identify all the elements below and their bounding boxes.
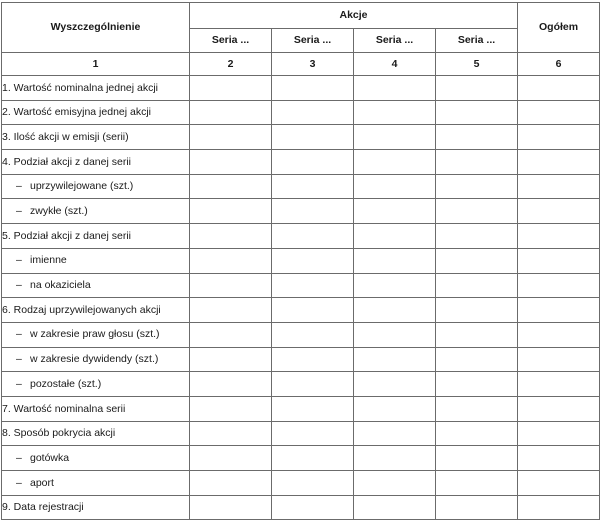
table-row bbox=[2, 495, 600, 520]
series-value-cell[interactable] bbox=[354, 100, 436, 125]
sub-item-marker: – bbox=[16, 254, 22, 267]
row-label-text: 6. Rodzaj uprzywilejowanych akcji bbox=[2, 303, 161, 316]
total-value-cell[interactable] bbox=[518, 199, 600, 224]
row-label-text: w zakresie dywidendy (szt.) bbox=[30, 353, 159, 366]
share-issue-table bbox=[1, 2, 600, 520]
series-value-cell[interactable] bbox=[272, 471, 354, 496]
row-label bbox=[2, 421, 190, 446]
row-label-text: 5. Podział akcji z danej serii bbox=[2, 229, 131, 242]
row-label bbox=[2, 372, 190, 397]
row-label-text: 1. Wartość nominalna jednej akcji bbox=[2, 81, 159, 94]
sub-item-marker: – bbox=[16, 451, 22, 464]
sub-item-marker: – bbox=[16, 328, 22, 341]
total-value-cell[interactable] bbox=[518, 248, 600, 273]
row-label bbox=[2, 471, 190, 496]
table-row bbox=[2, 125, 600, 150]
row-label-text: uprzywilejowane (szt.) bbox=[30, 180, 134, 193]
header-row-top bbox=[2, 3, 600, 29]
series-value-cell[interactable] bbox=[272, 199, 354, 224]
total-value-cell[interactable] bbox=[518, 174, 600, 199]
total-value-cell[interactable] bbox=[518, 446, 600, 471]
series-value-cell[interactable] bbox=[190, 100, 272, 125]
row-label-text: 8. Sposób pokrycia akcji bbox=[2, 427, 116, 440]
row-label bbox=[2, 76, 190, 101]
series-value-cell[interactable] bbox=[436, 273, 518, 298]
series-value-cell[interactable] bbox=[354, 396, 436, 421]
series-value-cell[interactable] bbox=[190, 446, 272, 471]
sub-item-marker: – bbox=[16, 279, 22, 292]
row-label bbox=[2, 248, 190, 273]
series-value-cell[interactable] bbox=[354, 199, 436, 224]
table-row bbox=[2, 298, 600, 323]
series-value-cell[interactable] bbox=[272, 446, 354, 471]
series-value-cell[interactable] bbox=[436, 174, 518, 199]
series-value-cell[interactable] bbox=[354, 322, 436, 347]
column-number: 4 bbox=[354, 53, 436, 76]
header-total: Ogółem bbox=[518, 3, 600, 53]
series-value-cell[interactable] bbox=[436, 76, 518, 101]
series-value-cell[interactable] bbox=[190, 322, 272, 347]
table-row bbox=[2, 100, 600, 125]
series-value-cell[interactable] bbox=[190, 150, 272, 175]
row-label-text: 7. Wartość nominalna serii bbox=[2, 402, 126, 415]
table-row bbox=[2, 421, 600, 446]
total-value-cell[interactable] bbox=[518, 150, 600, 175]
row-label bbox=[2, 273, 190, 298]
table-row bbox=[2, 372, 600, 397]
series-value-cell[interactable] bbox=[354, 298, 436, 323]
row-label bbox=[2, 495, 190, 520]
total-value-cell[interactable] bbox=[518, 100, 600, 125]
series-value-cell[interactable] bbox=[436, 150, 518, 175]
series-value-cell[interactable] bbox=[190, 273, 272, 298]
sub-item-marker: – bbox=[16, 476, 22, 489]
series-value-cell[interactable] bbox=[354, 150, 436, 175]
header-series-3: Seria ... bbox=[354, 29, 436, 53]
series-value-cell[interactable] bbox=[190, 471, 272, 496]
total-value-cell[interactable] bbox=[518, 224, 600, 249]
series-value-cell[interactable] bbox=[190, 298, 272, 323]
table-row bbox=[2, 150, 600, 175]
series-value-cell[interactable] bbox=[272, 298, 354, 323]
series-value-cell[interactable] bbox=[436, 396, 518, 421]
series-value-cell[interactable] bbox=[436, 446, 518, 471]
row-label-text: na okaziciela bbox=[30, 279, 91, 292]
series-value-cell[interactable] bbox=[190, 125, 272, 150]
series-value-cell[interactable] bbox=[354, 372, 436, 397]
series-value-cell[interactable] bbox=[272, 174, 354, 199]
total-value-cell[interactable] bbox=[518, 372, 600, 397]
table-row bbox=[2, 322, 600, 347]
row-label bbox=[2, 396, 190, 421]
series-value-cell[interactable] bbox=[436, 322, 518, 347]
series-value-cell[interactable] bbox=[436, 495, 518, 520]
sub-item-marker: – bbox=[16, 377, 22, 390]
series-value-cell[interactable] bbox=[436, 471, 518, 496]
table-row bbox=[2, 446, 600, 471]
table-row bbox=[2, 396, 600, 421]
row-label bbox=[2, 446, 190, 471]
series-value-cell[interactable] bbox=[436, 199, 518, 224]
total-value-cell[interactable] bbox=[518, 495, 600, 520]
series-value-cell[interactable] bbox=[272, 322, 354, 347]
header-series-1: Seria ... bbox=[190, 29, 272, 53]
table-row bbox=[2, 347, 600, 372]
series-value-cell[interactable] bbox=[272, 125, 354, 150]
series-value-cell[interactable] bbox=[436, 421, 518, 446]
series-value-cell[interactable] bbox=[272, 224, 354, 249]
column-number: 5 bbox=[436, 53, 518, 76]
series-value-cell[interactable] bbox=[436, 372, 518, 397]
series-value-cell[interactable] bbox=[190, 396, 272, 421]
series-value-cell[interactable] bbox=[190, 248, 272, 273]
series-value-cell[interactable] bbox=[354, 76, 436, 101]
total-value-cell[interactable] bbox=[518, 125, 600, 150]
total-value-cell[interactable] bbox=[518, 273, 600, 298]
series-value-cell[interactable] bbox=[354, 347, 436, 372]
series-value-cell[interactable] bbox=[272, 273, 354, 298]
series-value-cell[interactable] bbox=[436, 125, 518, 150]
column-number-row bbox=[2, 53, 600, 76]
series-value-cell[interactable] bbox=[190, 76, 272, 101]
series-value-cell[interactable] bbox=[190, 199, 272, 224]
row-label-text: 9. Data rejestracji bbox=[2, 501, 84, 514]
row-label bbox=[2, 150, 190, 175]
row-label bbox=[2, 174, 190, 199]
table-row bbox=[2, 199, 600, 224]
row-label-text: imienne bbox=[30, 254, 67, 267]
series-value-cell[interactable] bbox=[190, 347, 272, 372]
column-number: 6 bbox=[518, 53, 600, 76]
series-value-cell[interactable] bbox=[272, 100, 354, 125]
series-value-cell[interactable] bbox=[190, 224, 272, 249]
series-value-cell[interactable] bbox=[436, 347, 518, 372]
row-label bbox=[2, 298, 190, 323]
total-value-cell[interactable] bbox=[518, 76, 600, 101]
total-value-cell[interactable] bbox=[518, 347, 600, 372]
table-row bbox=[2, 224, 600, 249]
series-value-cell[interactable] bbox=[436, 224, 518, 249]
row-label bbox=[2, 224, 190, 249]
series-value-cell[interactable] bbox=[354, 224, 436, 249]
total-value-cell[interactable] bbox=[518, 396, 600, 421]
table-row bbox=[2, 76, 600, 101]
series-value-cell[interactable] bbox=[354, 125, 436, 150]
series-value-cell[interactable] bbox=[272, 421, 354, 446]
row-label-text: 3. Ilość akcji w emisji (serii) bbox=[2, 130, 129, 143]
column-number: 3 bbox=[272, 53, 354, 76]
row-label bbox=[2, 125, 190, 150]
series-value-cell[interactable] bbox=[190, 174, 272, 199]
column-number: 2 bbox=[190, 53, 272, 76]
sub-item-marker: – bbox=[16, 205, 22, 218]
series-value-cell[interactable] bbox=[190, 421, 272, 446]
series-value-cell[interactable] bbox=[272, 150, 354, 175]
table-row bbox=[2, 471, 600, 496]
series-value-cell[interactable] bbox=[354, 471, 436, 496]
row-label bbox=[2, 100, 190, 125]
series-value-cell[interactable] bbox=[272, 347, 354, 372]
series-value-cell[interactable] bbox=[272, 248, 354, 273]
row-label-text: w zakresie praw głosu (szt.) bbox=[30, 328, 160, 341]
row-label-text: aport bbox=[30, 476, 54, 489]
row-label bbox=[2, 322, 190, 347]
row-label-text: 2. Wartość emisyjna jednej akcji bbox=[2, 106, 151, 119]
series-value-cell[interactable] bbox=[190, 372, 272, 397]
series-value-cell[interactable] bbox=[354, 248, 436, 273]
header-series-2: Seria ... bbox=[272, 29, 354, 53]
total-value-cell[interactable] bbox=[518, 471, 600, 496]
row-label bbox=[2, 347, 190, 372]
header-series-4: Seria ... bbox=[436, 29, 518, 53]
series-value-cell[interactable] bbox=[436, 248, 518, 273]
series-value-cell[interactable] bbox=[354, 446, 436, 471]
total-value-cell[interactable] bbox=[518, 322, 600, 347]
series-value-cell[interactable] bbox=[190, 495, 272, 520]
sub-item-marker: – bbox=[16, 353, 22, 366]
series-value-cell[interactable] bbox=[272, 76, 354, 101]
series-value-cell[interactable] bbox=[354, 495, 436, 520]
column-number: 1 bbox=[2, 53, 190, 76]
series-value-cell[interactable] bbox=[354, 421, 436, 446]
row-label-text: 4. Podział akcji z danej serii bbox=[2, 155, 131, 168]
header-description: Wyszczególnienie bbox=[2, 3, 190, 53]
series-value-cell[interactable] bbox=[354, 273, 436, 298]
series-value-cell[interactable] bbox=[354, 174, 436, 199]
total-value-cell[interactable] bbox=[518, 298, 600, 323]
series-value-cell[interactable] bbox=[272, 495, 354, 520]
series-value-cell[interactable] bbox=[436, 100, 518, 125]
header-shares-group: Akcje bbox=[190, 3, 518, 29]
row-label bbox=[2, 199, 190, 224]
series-value-cell[interactable] bbox=[272, 396, 354, 421]
row-label-text: pozostałe (szt.) bbox=[30, 377, 102, 390]
total-value-cell[interactable] bbox=[518, 421, 600, 446]
sub-item-marker: – bbox=[16, 180, 22, 193]
table-row bbox=[2, 273, 600, 298]
table-body bbox=[2, 76, 600, 520]
row-label-text: zwykłe (szt.) bbox=[30, 205, 88, 218]
series-value-cell[interactable] bbox=[272, 372, 354, 397]
table-row bbox=[2, 174, 600, 199]
series-value-cell[interactable] bbox=[436, 298, 518, 323]
row-label-text: gotówka bbox=[30, 451, 70, 464]
table-row bbox=[2, 248, 600, 273]
